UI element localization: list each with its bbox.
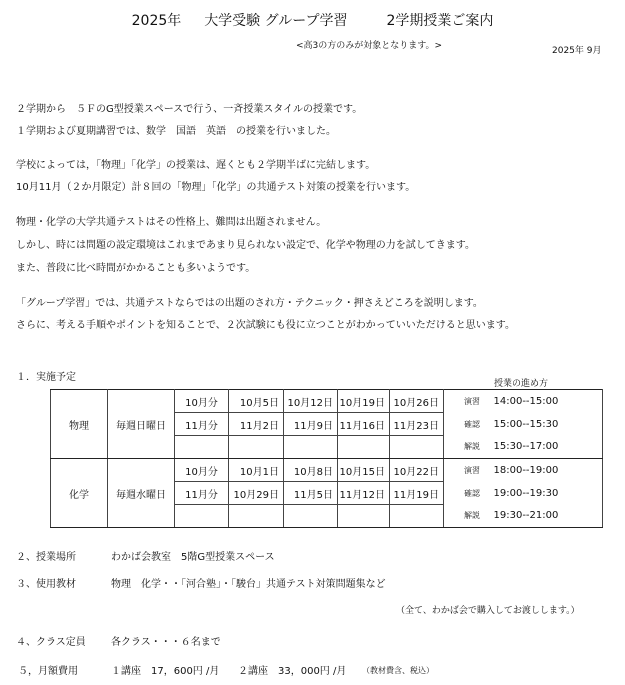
- document-title: [0, 10, 625, 30]
- progress-label: 授業の進め方: [494, 379, 549, 389]
- intro-line: ２学期から ５ＦのG型授業スペースで行う、一斉授業スタイルの授業です。: [16, 104, 363, 115]
- date-cell: 10月19日: [338, 390, 390, 413]
- date-cell: 10月22日: [390, 459, 444, 482]
- date-cell: 11月9日: [284, 413, 338, 436]
- time-cell: 14:00--15:00: [494, 390, 603, 413]
- subject-cell: 物理: [51, 390, 108, 459]
- empty-cell: [338, 436, 390, 459]
- section-materials-note: （全て、わかば会で購入してお渡しします。）: [396, 606, 580, 616]
- time-cell: 15:30--17:00: [494, 436, 603, 459]
- section-capacity-label: ４、クラス定員: [16, 637, 86, 648]
- weekday-cell: 毎週日曜日: [108, 390, 175, 459]
- fee-note: （教材費含、税込）: [362, 666, 434, 675]
- date-cell: 11月12日: [338, 482, 390, 505]
- title-course: 2学期授業ご案内: [386, 13, 494, 29]
- date-cell: 11月2日: [229, 413, 284, 436]
- title-exam: 大学受験 グループ学習: [204, 13, 348, 29]
- empty-cell: [390, 436, 444, 459]
- month-cell: 11月分: [175, 482, 229, 505]
- date-cell: 11月19日: [390, 482, 444, 505]
- weekday-cell: 毎週水曜日: [108, 459, 175, 528]
- phase-cell: 解説: [444, 505, 494, 528]
- section-schedule-label: １．実施予定: [16, 372, 76, 383]
- date-cell: 10月26日: [390, 390, 444, 413]
- section-location-label: ２、授業場所: [16, 552, 76, 563]
- date-cell: 10月29日: [229, 482, 284, 505]
- schedule-table: [50, 389, 603, 528]
- date-cell: 10月15日: [338, 459, 390, 482]
- section-location-value: わかば会教室 5階G型授業スペース: [111, 552, 275, 563]
- section-materials-label: ３、使用教材: [16, 579, 76, 590]
- date-cell: 11月5日: [284, 482, 338, 505]
- fee-one-course: １講座 17，600円 /月: [111, 666, 220, 677]
- intro-line: 10月11月（２か月限定）計８回の「物理」「化学」の共通テスト対策の授業を行います。: [16, 182, 416, 193]
- date-cell: 11月23日: [390, 413, 444, 436]
- date-cell: 10月1日: [229, 459, 284, 482]
- title-year: 2025年: [131, 13, 182, 29]
- empty-cell: [175, 505, 229, 528]
- time-cell: 15:00--15:30: [494, 413, 603, 436]
- month-cell: 10月分: [175, 390, 229, 413]
- intro-line: １学期および夏期講習では、数学 国語 英語 の授業を行いました。: [16, 126, 336, 137]
- intro-line: 物理・化学の大学共通テストはその性格上、難問は出題されません。: [16, 217, 327, 228]
- empty-cell: [390, 505, 444, 528]
- month-cell: 11月分: [175, 413, 229, 436]
- empty-cell: [284, 436, 338, 459]
- fee-two-courses: ２講座 33，000円 /月: [238, 666, 347, 677]
- table-row: [51, 459, 603, 482]
- empty-cell: [284, 505, 338, 528]
- intro-line: また、普段に比べ時間がかかることも多いようです。: [16, 263, 256, 274]
- intro-line: しかし、時には問題の設定環境はこれまであまり見られない設定で、化学や物理の力を試してきます。: [16, 240, 475, 251]
- month-cell: 10月分: [175, 459, 229, 482]
- phase-cell: 演習: [444, 459, 494, 482]
- phase-cell: 演習: [444, 390, 494, 413]
- section-capacity-value: 各クラス・・・６名まで: [111, 637, 221, 648]
- intro-line: 学校によっては，「物理」「化学」の授業は、遅くとも２学期半ばに完結します。: [16, 160, 376, 171]
- time-cell: 18:00--19:00: [494, 459, 603, 482]
- time-cell: 19:30--21:00: [494, 505, 603, 528]
- empty-cell: [229, 505, 284, 528]
- issue-date: 2025年 9月: [552, 46, 602, 56]
- date-cell: 10月12日: [284, 390, 338, 413]
- phase-cell: 確認: [444, 413, 494, 436]
- time-cell: 19:00--19:30: [494, 482, 603, 505]
- table-row: [51, 390, 603, 413]
- empty-cell: [229, 436, 284, 459]
- section-fee-label: ５，月額費用: [18, 666, 78, 677]
- intro-line: 「グループ学習」では、共通テストならではの出題のされ方・テクニック・押さえどころを説明します。: [16, 298, 483, 309]
- date-cell: 11月16日: [338, 413, 390, 436]
- empty-cell: [338, 505, 390, 528]
- intro-line: さらに、考える手順やポイントを知ることで、２次試験にも役に立つことがわかっていいただけると思います。: [16, 320, 515, 331]
- date-cell: 10月8日: [284, 459, 338, 482]
- subject-cell: 化学: [51, 459, 108, 528]
- section-materials-value: 物理 化学・・「河合塾」・「駿台」共通テスト対策問題集など: [111, 579, 386, 590]
- phase-cell: 確認: [444, 482, 494, 505]
- phase-cell: 解説: [444, 436, 494, 459]
- date-cell: 10月5日: [229, 390, 284, 413]
- target-note: <高3の方のみが対象となります。>: [296, 41, 443, 51]
- empty-cell: [175, 436, 229, 459]
